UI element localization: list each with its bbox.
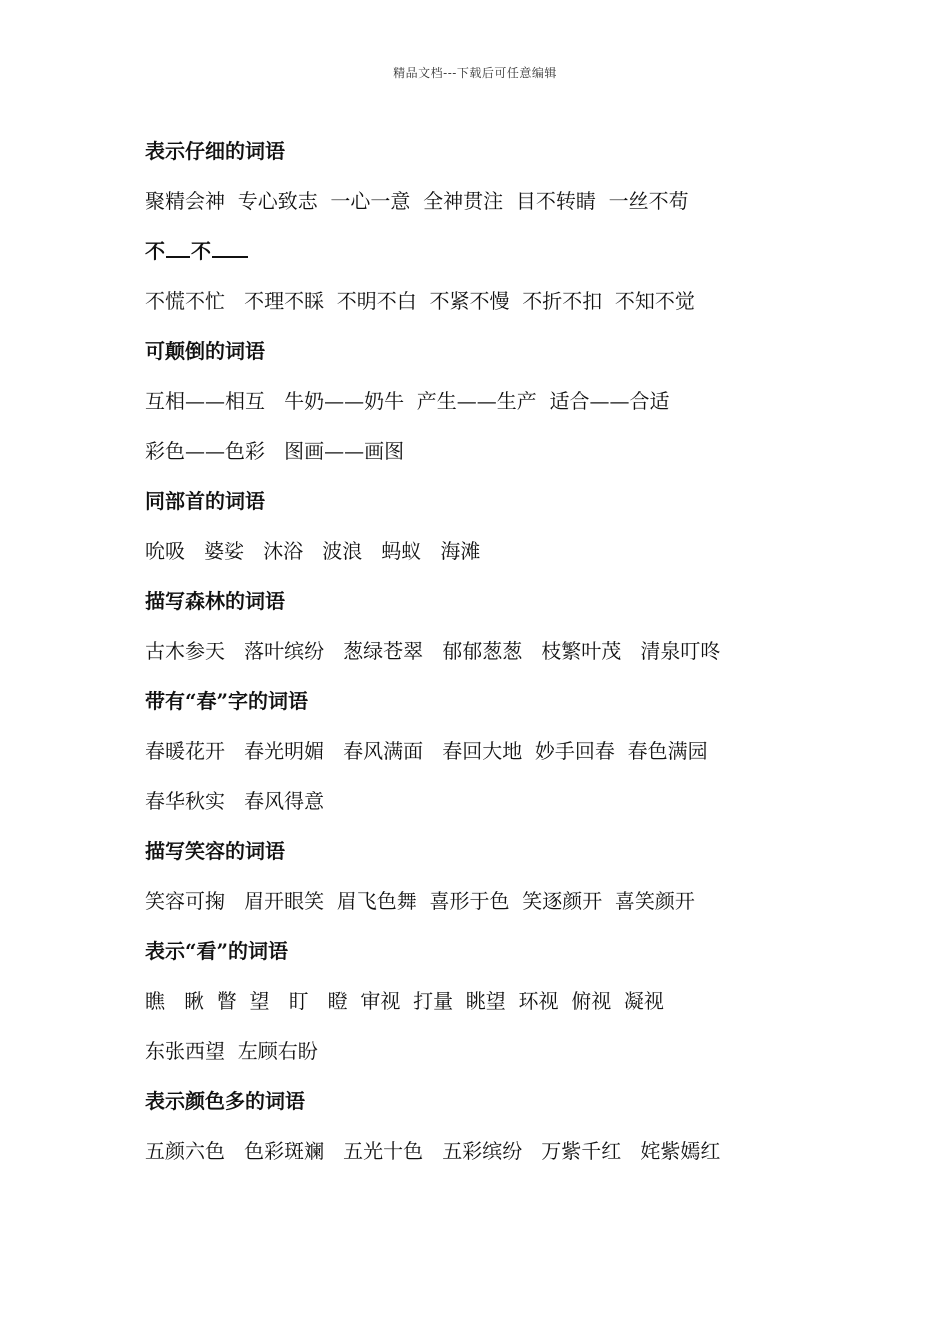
page-header: 精品文档---下载后可任意编辑 — [393, 66, 557, 80]
word-line: 聚精会神 专心致志 一心一意 全神贯注 目不转睛 一丝不苟 — [145, 189, 689, 213]
section-heading-smile: 描写笑容的词语 — [145, 839, 285, 863]
word-line: 东张西望 左顾右盼 — [145, 1039, 318, 1063]
section-heading-look: 表示“看”的词语 — [145, 939, 289, 963]
word-line: 古木参天 落叶缤纷 葱绿苍翠 郁郁葱葱 枝繁叶茂 清泉叮咚 — [145, 639, 721, 663]
section-heading-careful: 表示仔细的词语 — [145, 139, 285, 163]
section-heading-same-radical: 同部首的词语 — [145, 489, 265, 513]
section-heading-reversible: 可颠倒的词语 — [145, 339, 265, 363]
word-line: 瞧 瞅 瞥 望 盯 瞪 审视 打量 眺望 环视 俯视 凝视 — [145, 989, 664, 1013]
fill-blank — [212, 238, 248, 258]
word-line: 互相——相互 牛奶——奶牛 产生——生产 适合——合适 — [145, 389, 670, 413]
word-line: 春暖花开 春光明媚 春风满面 春回大地 妙手回春 春色满园 — [145, 739, 708, 763]
section-heading-spring: 带有“春”字的词语 — [145, 689, 309, 713]
document-body — [145, 126, 845, 1176]
word-line: 彩色——色彩 图画——画图 — [145, 439, 405, 463]
section-heading-bu-bu — [145, 226, 845, 276]
heading-part: 不 — [145, 239, 165, 263]
word-line: 不慌不忙 不理不睬 不明不白 不紧不慢 不折不扣 不知不觉 — [145, 289, 695, 313]
heading-part: 不 — [191, 239, 211, 263]
word-line: 五颜六色 色彩斑斓 五光十色 五彩缤纷 万紫千红 姹紫嫣红 — [145, 1139, 721, 1163]
word-line: 春华秋实 春风得意 — [145, 789, 325, 813]
word-line: 笑容可掬 眉开眼笑 眉飞色舞 喜形于色 笑逐颜开 喜笑颜开 — [145, 889, 695, 913]
section-heading-colorful: 表示颜色多的词语 — [145, 1089, 305, 1113]
word-line: 吮吸 婆娑 沐浴 波浪 蚂蚁 海滩 — [145, 539, 481, 563]
fill-blank — [166, 238, 190, 258]
section-heading-forest: 描写森林的词语 — [145, 589, 285, 613]
